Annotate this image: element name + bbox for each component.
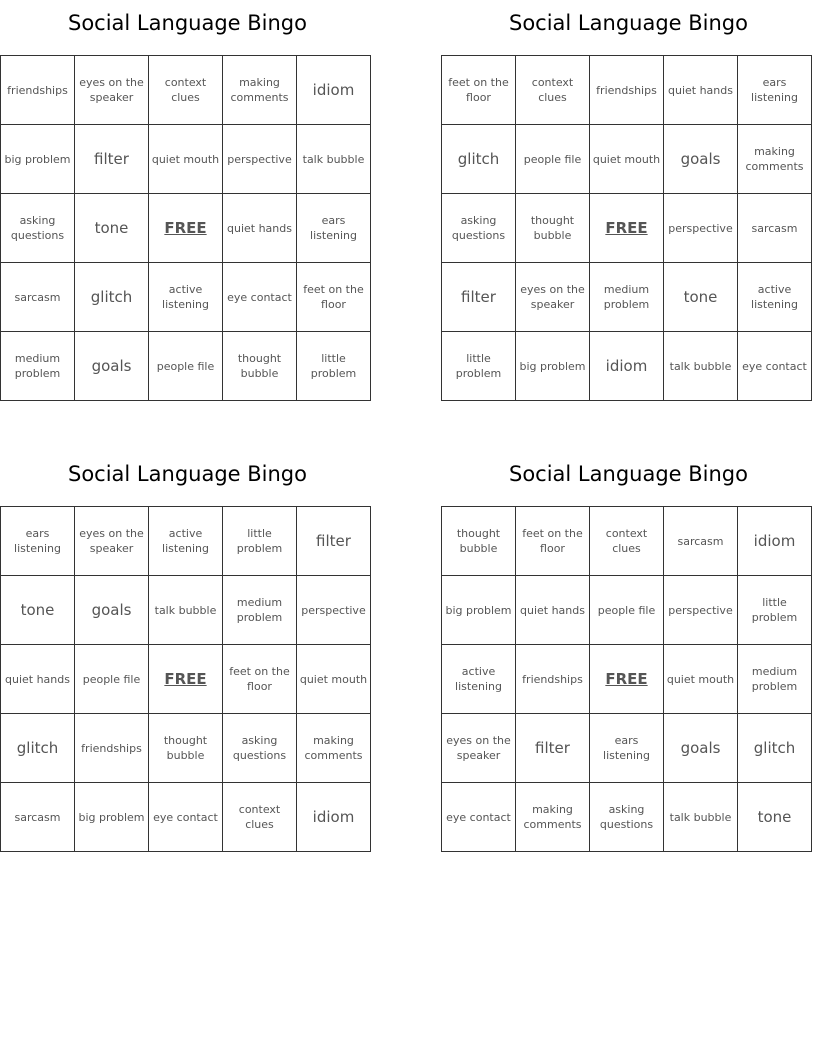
bingo-grid [441, 55, 812, 401]
bingo-cell: asking questions [223, 714, 297, 783]
bingo-cell: ears listening [297, 194, 371, 263]
bingo-cell: context clues [223, 783, 297, 852]
bingo-cell: friendships [75, 714, 149, 783]
bingo-cell: sarcasm [1, 783, 75, 852]
bingo-cell: eye contact [738, 332, 812, 401]
bingo-cell: talk bubble [664, 332, 738, 401]
bingo-cell: quiet hands [223, 194, 297, 263]
grid-row [442, 507, 812, 576]
bingo-cell: people file [590, 576, 664, 645]
free-space: FREE [590, 194, 664, 263]
bingo-cell: sarcasm [738, 194, 812, 263]
bingo-cell: tone [1, 576, 75, 645]
free-space: FREE [590, 645, 664, 714]
bingo-grid [0, 55, 371, 401]
bingo-cell: perspective [223, 125, 297, 194]
bingo-cell: idiom [590, 332, 664, 401]
bingo-cell: little problem [442, 332, 516, 401]
bingo-cell: feet on the floor [516, 507, 590, 576]
bingo-cell: tone [738, 783, 812, 852]
bingo-cell: quiet hands [1, 645, 75, 714]
bingo-cell: filter [516, 714, 590, 783]
bingo-cell: eye contact [442, 783, 516, 852]
bingo-cell: eyes on the speaker [516, 263, 590, 332]
card-title: Social Language Bingo [68, 11, 307, 35]
bingo-cell: quiet mouth [664, 645, 738, 714]
grid-row [1, 125, 371, 194]
bingo-cell: quiet hands [664, 56, 738, 125]
bingo-cell: idiom [738, 507, 812, 576]
bingo-cell: little problem [297, 332, 371, 401]
grid-row [1, 783, 371, 852]
bingo-cell: quiet mouth [590, 125, 664, 194]
grid-row [442, 56, 812, 125]
bingo-cell: medium problem [738, 645, 812, 714]
bingo-cell: active listening [149, 263, 223, 332]
bingo-cell: people file [516, 125, 590, 194]
bingo-cell: perspective [664, 576, 738, 645]
grid-row [1, 576, 371, 645]
bingo-cell: active listening [738, 263, 812, 332]
bingo-cell: asking questions [1, 194, 75, 263]
bingo-cell: eye contact [149, 783, 223, 852]
bingo-cell: big problem [1, 125, 75, 194]
bingo-cell: context clues [516, 56, 590, 125]
bingo-cell: people file [149, 332, 223, 401]
bingo-cell: big problem [75, 783, 149, 852]
bingo-cell: medium problem [223, 576, 297, 645]
bingo-cell: medium problem [590, 263, 664, 332]
bingo-cell: making comments [738, 125, 812, 194]
bingo-cell: asking questions [442, 194, 516, 263]
bingo-cell: thought bubble [516, 194, 590, 263]
grid-row [442, 714, 812, 783]
bingo-cell: ears listening [738, 56, 812, 125]
grid-row [1, 332, 371, 401]
bingo-cell: idiom [297, 56, 371, 125]
bingo-cell: glitch [1, 714, 75, 783]
grid-row [442, 783, 812, 852]
bingo-cell: thought bubble [442, 507, 516, 576]
bingo-cell: eyes on the speaker [75, 507, 149, 576]
bingo-cell: feet on the floor [442, 56, 516, 125]
bingo-grid [441, 506, 812, 852]
bingo-cell: perspective [664, 194, 738, 263]
bingo-cell: talk bubble [297, 125, 371, 194]
bingo-cell: idiom [297, 783, 371, 852]
bingo-cell: goals [75, 576, 149, 645]
bingo-cell: filter [75, 125, 149, 194]
grid-row [1, 714, 371, 783]
grid-row [442, 125, 812, 194]
bingo-cell: making comments [223, 56, 297, 125]
bingo-cell: sarcasm [1, 263, 75, 332]
bingo-cell: big problem [442, 576, 516, 645]
bingo-cell: glitch [442, 125, 516, 194]
bingo-cell: talk bubble [664, 783, 738, 852]
free-space: FREE [149, 194, 223, 263]
bingo-cell: talk bubble [149, 576, 223, 645]
grid-row [442, 645, 812, 714]
grid-row [1, 263, 371, 332]
grid-row [1, 194, 371, 263]
bingo-cell: eyes on the speaker [75, 56, 149, 125]
bingo-cell: making comments [297, 714, 371, 783]
bingo-cell: ears listening [590, 714, 664, 783]
bingo-cell: quiet hands [516, 576, 590, 645]
grid-row [1, 56, 371, 125]
bingo-cell: context clues [149, 56, 223, 125]
bingo-cell: people file [75, 645, 149, 714]
grid-row [442, 194, 812, 263]
bingo-cell: filter [297, 507, 371, 576]
bingo-cell: thought bubble [149, 714, 223, 783]
bingo-cell: perspective [297, 576, 371, 645]
bingo-cell: feet on the floor [297, 263, 371, 332]
grid-row [442, 332, 812, 401]
bingo-cell: feet on the floor [223, 645, 297, 714]
bingo-cell: thought bubble [223, 332, 297, 401]
bingo-cell: friendships [1, 56, 75, 125]
bingo-cell: big problem [516, 332, 590, 401]
bingo-cell: little problem [738, 576, 812, 645]
bingo-cell: glitch [75, 263, 149, 332]
bingo-cell: sarcasm [664, 507, 738, 576]
free-space: FREE [149, 645, 223, 714]
bingo-cell: glitch [738, 714, 812, 783]
grid-row [442, 263, 812, 332]
bingo-cell: filter [442, 263, 516, 332]
bingo-cell: tone [75, 194, 149, 263]
bingo-cell: asking questions [590, 783, 664, 852]
bingo-cell: tone [664, 263, 738, 332]
bingo-cell: making comments [516, 783, 590, 852]
bingo-cell: quiet mouth [297, 645, 371, 714]
grid-row [442, 576, 812, 645]
bingo-cell: eye contact [223, 263, 297, 332]
grid-row [1, 507, 371, 576]
bingo-cell: goals [664, 125, 738, 194]
bingo-cell: context clues [590, 507, 664, 576]
bingo-cell: little problem [223, 507, 297, 576]
card-title: Social Language Bingo [68, 462, 307, 486]
bingo-grid [0, 506, 371, 852]
bingo-cell: ears listening [1, 507, 75, 576]
bingo-cell: active listening [442, 645, 516, 714]
grid-row [1, 645, 371, 714]
bingo-cell: medium problem [1, 332, 75, 401]
bingo-cell: friendships [516, 645, 590, 714]
bingo-cell: quiet mouth [149, 125, 223, 194]
bingo-cell: active listening [149, 507, 223, 576]
bingo-cell: eyes on the speaker [442, 714, 516, 783]
bingo-cell: goals [75, 332, 149, 401]
card-title: Social Language Bingo [509, 11, 748, 35]
card-title: Social Language Bingo [509, 462, 748, 486]
bingo-cell: friendships [590, 56, 664, 125]
bingo-cell: goals [664, 714, 738, 783]
